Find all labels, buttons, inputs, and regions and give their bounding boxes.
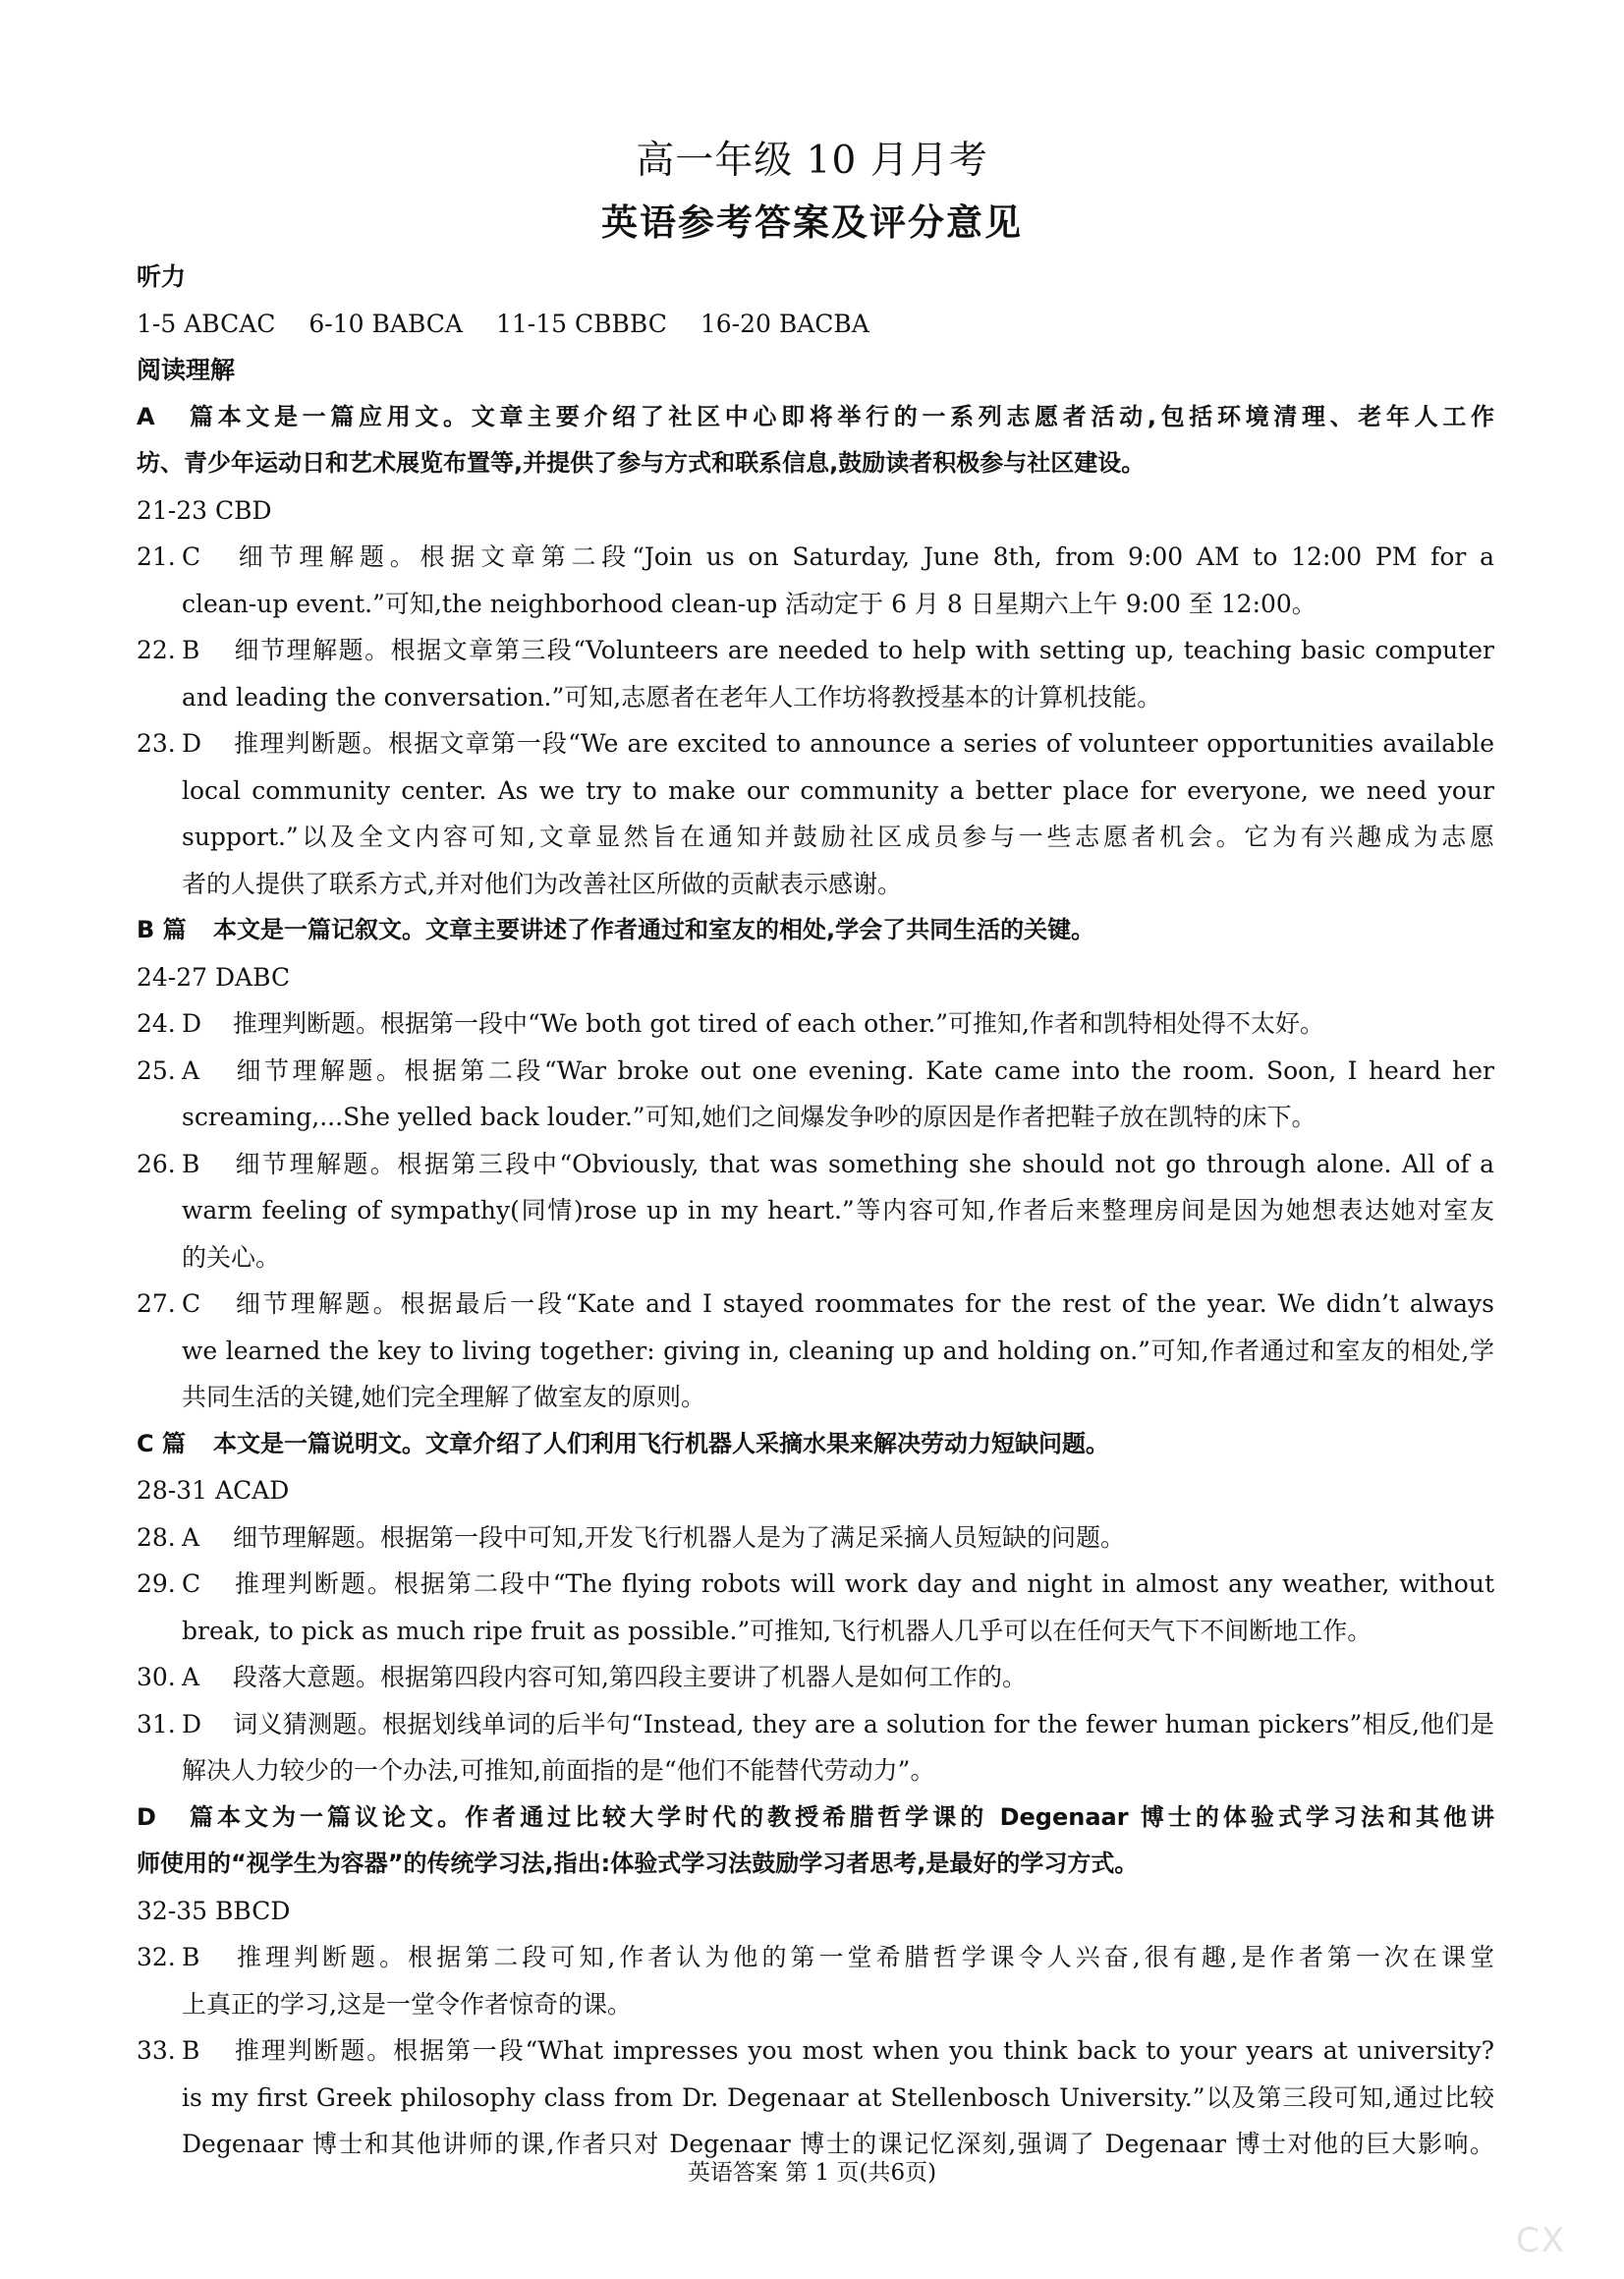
- question-number: 23.: [137, 729, 176, 758]
- question-explanation-line: Degenaar 博士和其他讲师的课,作者只对 Degenaar 博士的课记忆深刻,强调了 Degenaar 博士对他的巨大影响。: [182, 2130, 1494, 2158]
- question-explanation-line: 共同生活的关键,她们完全理解了做室友的原则。: [182, 1383, 705, 1411]
- question-number: 22.: [137, 636, 176, 664]
- question-item: 27. C 细节理解题。根据最后一段“Kate and I stayed roommates for the rest of the year. We didn’t always: [137, 1281, 1494, 1328]
- question-number: 29.: [137, 1569, 176, 1598]
- page-title: 高一年级 10 月月考: [636, 139, 988, 183]
- question-number: 25.: [137, 1055, 176, 1085]
- question-item: 28. A 细节理解题。根据第一段中可知,开发飞行机器人是为了满足采摘人员短缺的问题。: [137, 1514, 1494, 1562]
- question-number: 21.: [137, 542, 176, 571]
- question-item: 30. A 段落大意题。根据第四段内容可知,第四段主要讲了机器人是如何工作的。: [137, 1654, 1494, 1701]
- question-answer: B: [182, 1943, 200, 1971]
- question-answer: D: [182, 1709, 202, 1738]
- listening-answer-group: 1-5 ABCAC: [137, 309, 276, 338]
- section-summary-line: A 篇本文是一篇应用文。文章主要介绍了社区中心即将举行的一系列志愿者活动,包括环境清理、老年人工作: [137, 394, 1494, 441]
- question-item: 25. A 细节理解题。根据第二段“War broke out one evening. Kate came into the room. Soon, I heard her: [137, 1048, 1494, 1095]
- question-item: 32. B 推理判断题。根据第二段可知,作者认为他的第一堂希腊哲学课令人兴奋,很有趣,是作者第一次在课堂: [137, 1934, 1494, 1981]
- question-item: 23. D 推理判断题。根据文章第一段“We are excited to announce a series of volunteer opportunities available: [137, 720, 1494, 768]
- answer-range: 21-23 CBD: [137, 495, 272, 525]
- question-number: 32.: [137, 1943, 176, 1971]
- question-item: 21. C 细节理解题。根据文章第二段“Join us on Saturday, June 8th, from 9:00 AM to 12:00 PM for a: [137, 534, 1494, 581]
- section-summary-line: 坊、青少年运动日和艺术展览布置等,并提供了参与方式和联系信息,鼓励读者积极参与社区建设。: [137, 449, 1146, 477]
- listening-answer-group: 6-10 BABCA: [308, 309, 463, 338]
- question-answer: B: [182, 2036, 200, 2065]
- question-explanation-line: and leading the conversation.”可知,志愿者在老年人工作坊将教授基本的计算机技能。: [182, 682, 1162, 712]
- question-number: 31.: [137, 1709, 176, 1738]
- answer-content: [137, 254, 1494, 2168]
- question-explanation-line: support.”以及全文内容可知,文章显然旨在通知并鼓励社区成员参与一些志愿者机会。它为有兴趣成为志愿: [182, 823, 1494, 851]
- question-item: 26. B 细节理解题。根据第三段中“Obviously, that was something she should not go through alone. All of a: [137, 1141, 1494, 1188]
- answer-range: 32-35 BBCD: [137, 1896, 291, 1925]
- question-explanation-line: clean-up event.”可知,the neighborhood clean-up 活动定于 6 月 8 日星期六上午 9:00 至 12:00。: [182, 589, 1316, 618]
- question-item: 24. D 推理判断题。根据第一段中“We both got tired of each other.”可推知,作者和凯特相处得不太好。: [137, 1000, 1494, 1048]
- question-answer: A: [182, 1663, 200, 1691]
- question-item: 31. D 词义猜测题。根据划线单词的后半句“Instead, they are a solution for the fewer human pickers”相反,他们是: [137, 1701, 1494, 1748]
- question-number: 33.: [137, 2036, 176, 2065]
- question-answer: A: [182, 1055, 200, 1085]
- section-summary-line: D 篇本文为一篇议论文。作者通过比较大学时代的教授希腊哲学课的 Degenaar 博士的体验式学习法和其他讲: [137, 1795, 1494, 1842]
- question-number: 30.: [137, 1663, 176, 1691]
- question-answer: B: [182, 1149, 200, 1178]
- section-summary-line: 师使用的“视学生为容器”的传统学习法,指出:体验式学习法鼓励学习者思考,是最好的学习方式。: [137, 1850, 1139, 1877]
- question-explanation-line: we learned the key to living together: giving in, cleaning up and holding on.”可知,作者通过和室友的相处,学: [182, 1336, 1494, 1365]
- section-summary-line: C 篇 本文是一篇说明文。文章介绍了人们利用飞行机器人采摘水果来解决劳动力短缺问题。: [137, 1421, 1494, 1468]
- question-item: 33. B 推理判断题。根据第一段“What impresses you most when you think back to your years at university?: [137, 2027, 1494, 2075]
- question-answer: B: [182, 636, 200, 664]
- question-answer: C: [182, 542, 201, 571]
- watermark: CX: [1516, 2221, 1567, 2260]
- reading-heading: 阅读理解: [137, 356, 236, 384]
- answer-range: 28-31 ACAD: [137, 1476, 290, 1505]
- question-number: 26.: [137, 1149, 176, 1178]
- answer-range: 24-27 DABC: [137, 962, 291, 992]
- question-number: 27.: [137, 1289, 176, 1318]
- question-answer: D: [182, 729, 202, 758]
- question-number: 24.: [137, 1009, 176, 1038]
- question-answer: A: [182, 1522, 200, 1552]
- listening-answer-group: 11-15 CBBBC: [495, 309, 667, 338]
- section-tag: A 篇: [137, 402, 213, 430]
- question-explanation-line: is my first Greek philosophy class from Dr. Degenaar at Stellenbosch University.”以及第三段可知,通过比较: [182, 2082, 1494, 2112]
- question-explanation-line: warm feeling of sympathy(同情)rose up in my heart.”等内容可知,作者后来整理房间是因为她想表达她对室友: [182, 1196, 1494, 1225]
- listening-answers: [137, 301, 1494, 348]
- question-explanation-line: 解决人力较少的一个办法,可推知,前面指的是“他们不能替代劳动力”。: [182, 1756, 935, 1785]
- page-footer: 英语答案 第 1 页(共6页): [687, 2160, 937, 2186]
- listening-heading: 听力: [137, 262, 187, 291]
- question-item: 29. C 推理判断题。根据第二段中“The flying robots will work day and night in almost any weather, without: [137, 1561, 1494, 1608]
- question-explanation-line: 上真正的学习,这是一堂令作者惊奇的课。: [182, 1989, 632, 2019]
- section-summary-line: B 篇 本文是一篇记叙文。文章主要讲述了作者通过和室友的相处,学会了共同生活的关键。: [137, 907, 1494, 954]
- listening-answer-group: 16-20 BACBA: [700, 309, 869, 338]
- question-answer: C: [182, 1569, 201, 1598]
- page-subtitle: 英语参考答案及评分意见: [601, 201, 1023, 244]
- question-number: 28.: [137, 1522, 176, 1552]
- question-answer: D: [182, 1009, 202, 1038]
- question-explanation-line: 者的人提供了联系方式,并对他们为改善社区所做的贡献表示感谢。: [182, 869, 902, 898]
- question-answer: C: [182, 1289, 201, 1318]
- section-tag: D 篇: [137, 1802, 213, 1831]
- section-tag: B 篇: [137, 916, 187, 943]
- question-item: 22. B 细节理解题。根据文章第三段“Volunteers are needed to help with setting up, teaching basic computer: [137, 627, 1494, 674]
- question-explanation-line: break, to pick as much ripe fruit as possible.”可推知,飞行机器人几乎可以在任何天气下不间断地工作。: [182, 1616, 1372, 1645]
- question-explanation-line: screaming,...She yelled back louder.”可知,她们之间爆发争吵的原因是作者把鞋子放在凯特的床下。: [182, 1103, 1316, 1131]
- question-explanation-line: local community center. As we try to make our community a better place for everyone, we need your: [182, 775, 1494, 805]
- section-tag: C 篇: [137, 1429, 186, 1457]
- question-explanation-line: 的关心。: [182, 1242, 281, 1272]
